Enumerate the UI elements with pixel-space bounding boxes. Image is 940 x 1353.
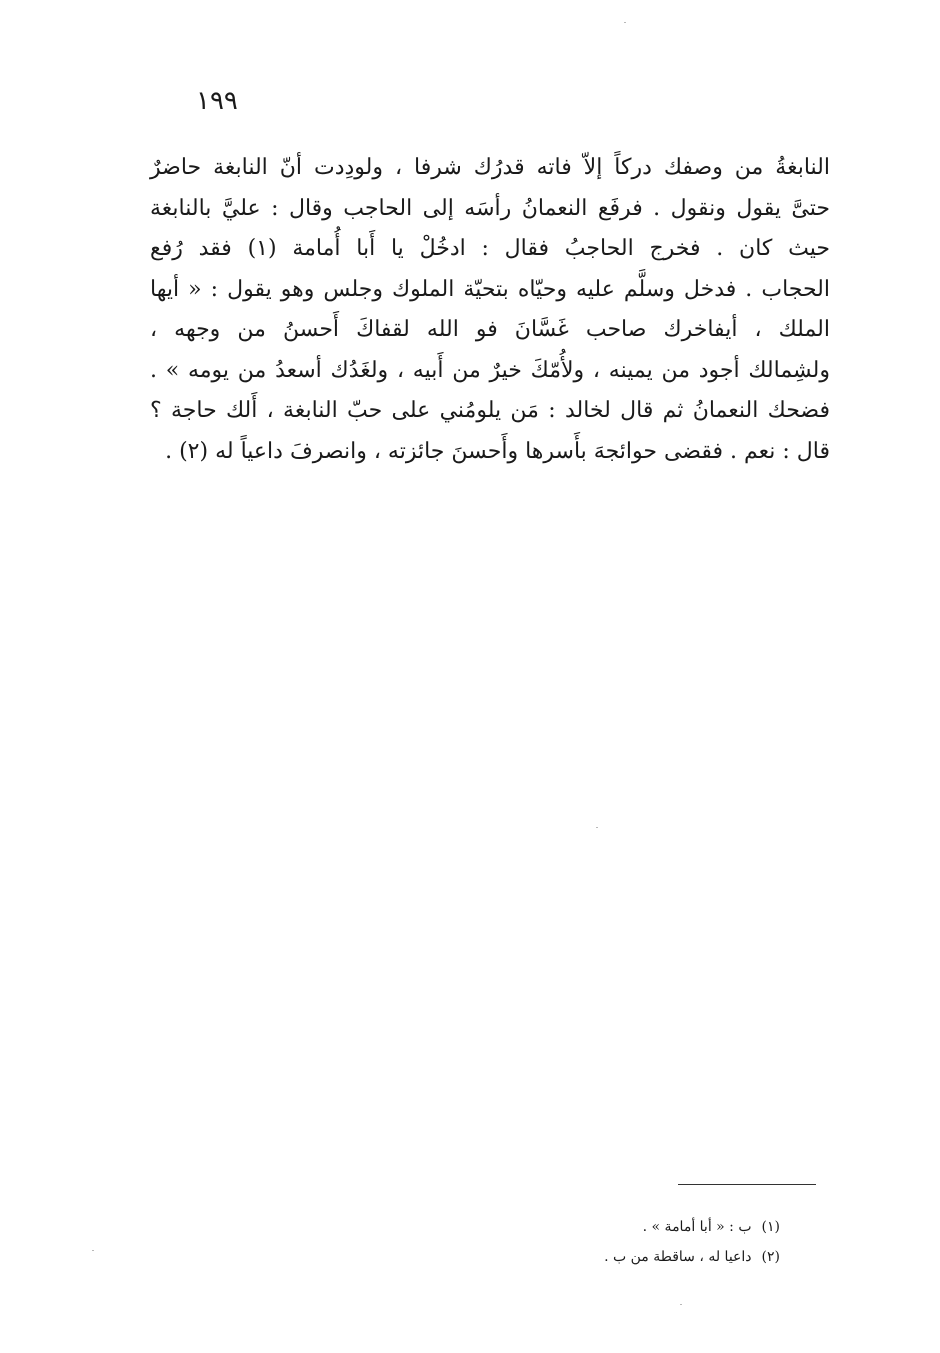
body-line: قال : نعم . فقضى حوائجهَ بأَسرها وأَحسنَ جائزته ، وانصرفَ داعياً له (٢) . (165, 438, 830, 464)
body-line: الملك ، أيفاخرك صاحب غَسَّانَ فو الله لقفاكَ أَحسنُ من وجهه ، (150, 317, 830, 342)
footnote-text: ب : « أبا أمامة » . (642, 1219, 752, 1235)
body-line: حتىَّ يقول ونقول . فرفَع النعمانُ رأسَه إلى الحاجب وقال : عليَّ بالنابغة (150, 195, 830, 221)
body-text (150, 148, 830, 472)
body-line: النابغةُ من وصفك دركاً إلاّ فاته قدرُك شرفا ، ولودِدت أنّ النابغة حاضرٌ (150, 155, 830, 180)
footnote-text: داعيا له ، ساقطة من ب . (604, 1249, 752, 1265)
page-number: ١٩٩ (196, 86, 238, 116)
scan-speck (92, 1250, 94, 1251)
body-line: فضحك النعمانُ ثم قال لخالد : مَن يلومُني على حبّ النابغة ، أَلك حاجة ؟ (150, 398, 830, 423)
footnotes (360, 1212, 780, 1272)
scan-speck (680, 1304, 682, 1305)
footnote-item (360, 1212, 780, 1242)
body-line: ولشِمالك أجود من يمينه ، ولأُمّكَ خيرٌ من أَبيه ، ولغَدُك أسعدُ من يومه » . (150, 357, 830, 383)
footnote-number: (١) (761, 1219, 780, 1235)
scan-speck (624, 22, 626, 23)
footnote-number: (٢) (761, 1249, 780, 1265)
body-line: الحجاب . فدخل وسلَّم عليه وحيّاه بتحيّة الملوك وجلس وهو يقول : « أيها (150, 276, 830, 302)
body-line: حيث كان . فخرج الحاجبُ فقال : ادخُلْ يا أَبا أُمامة (١) فقد رُفع (150, 236, 830, 261)
footnote-item (360, 1242, 780, 1272)
scan-speck (596, 827, 598, 828)
footnote-divider (678, 1184, 816, 1185)
